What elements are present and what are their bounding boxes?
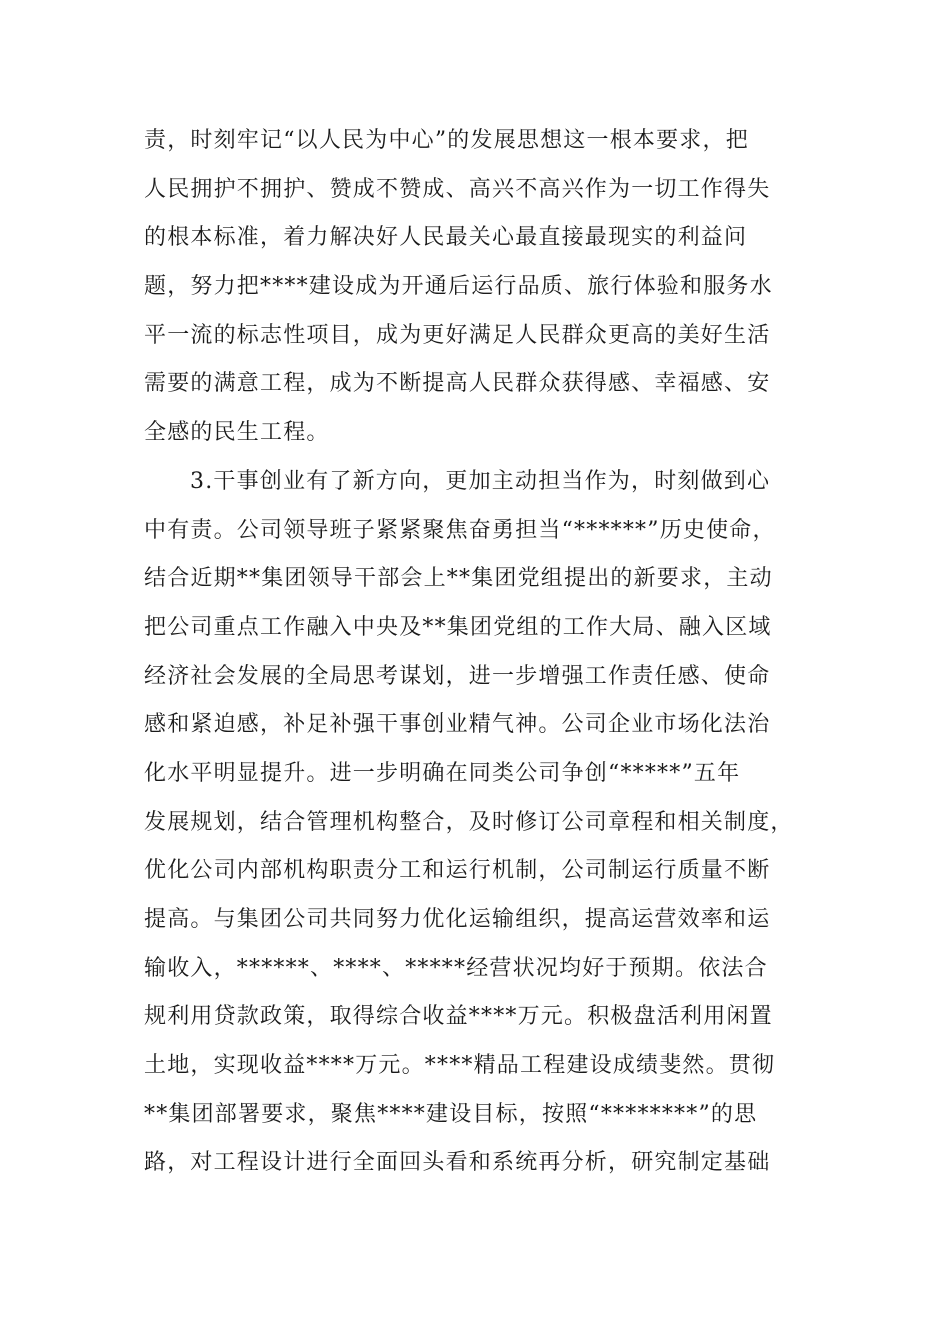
paragraph-start-line: 3.干事创业有了新方向，更加主动担当作为，时刻做到心: [190, 468, 771, 494]
text-line: 发展规划，结合管理机构整合，及时修订公司章程和相关制度，: [144, 809, 794, 835]
text-line: 土地，实现收益****万元。****精品工程建设成绩斐然。贯彻: [144, 1053, 776, 1079]
text-line: 路，对工程设计进行全面回头看和系统再分析，研究制定基础: [144, 1150, 771, 1176]
text-line: 平一流的标志性项目，成为更好满足人民群众更高的美好生活: [144, 322, 771, 348]
text-line: 责，时刻牢记“以人民为中心”的发展思想这一根本要求，把: [144, 128, 749, 153]
text-line: 题，努力把****建设成为开通后运行品质、旅行体验和服务水: [144, 274, 773, 300]
text-line: 的根本标准，着力解决好人民最关心最直接最现实的利益问: [144, 225, 748, 251]
text-line: 中有责。公司领导班子紧紧聚焦奋勇担当“******”历史使命，: [144, 517, 776, 543]
text-line: 优化公司内部机构职责分工和运行机制，公司制运行质量不断: [144, 858, 771, 884]
text-line: 经济社会发展的全局思考谋划，进一步增强工作责任感、使命: [144, 663, 771, 689]
text-line: 把公司重点工作融入中央及**集团党组的工作大局、融入区域: [144, 614, 772, 640]
text-line: 化水平明显提升。进一步明确在同类公司争创“*****”五年: [144, 760, 741, 786]
text-line: 提高。与集团公司共同努力优化运输组织，提高运营效率和运: [144, 907, 771, 932]
text-line: 结合近期**集团领导干部会上**集团党组提出的新要求，主动: [144, 566, 773, 592]
text-line: 人民拥护不拥护、赞成不赞成、高兴不高兴作为一切工作得失: [144, 176, 771, 202]
text-line: 规利用贷款政策，取得综合收益****万元。积极盘活利用闲置: [144, 1004, 773, 1030]
body-text: [144, 117, 814, 1188]
text-line: 需要的满意工程，成为不断提高人民群众获得感、幸福感、安: [144, 371, 771, 397]
text-line: 全感的民生工程。: [144, 420, 330, 446]
text-line: 输收入，******、****、*****经营状况均好于预期。依法合: [144, 955, 768, 981]
text-line: 感和紧迫感，补足补强干事创业精气神。公司企业市场化法治: [144, 712, 771, 738]
text-line: **集团部署要求，聚焦****建设目标，按照“********”的思: [144, 1101, 758, 1127]
